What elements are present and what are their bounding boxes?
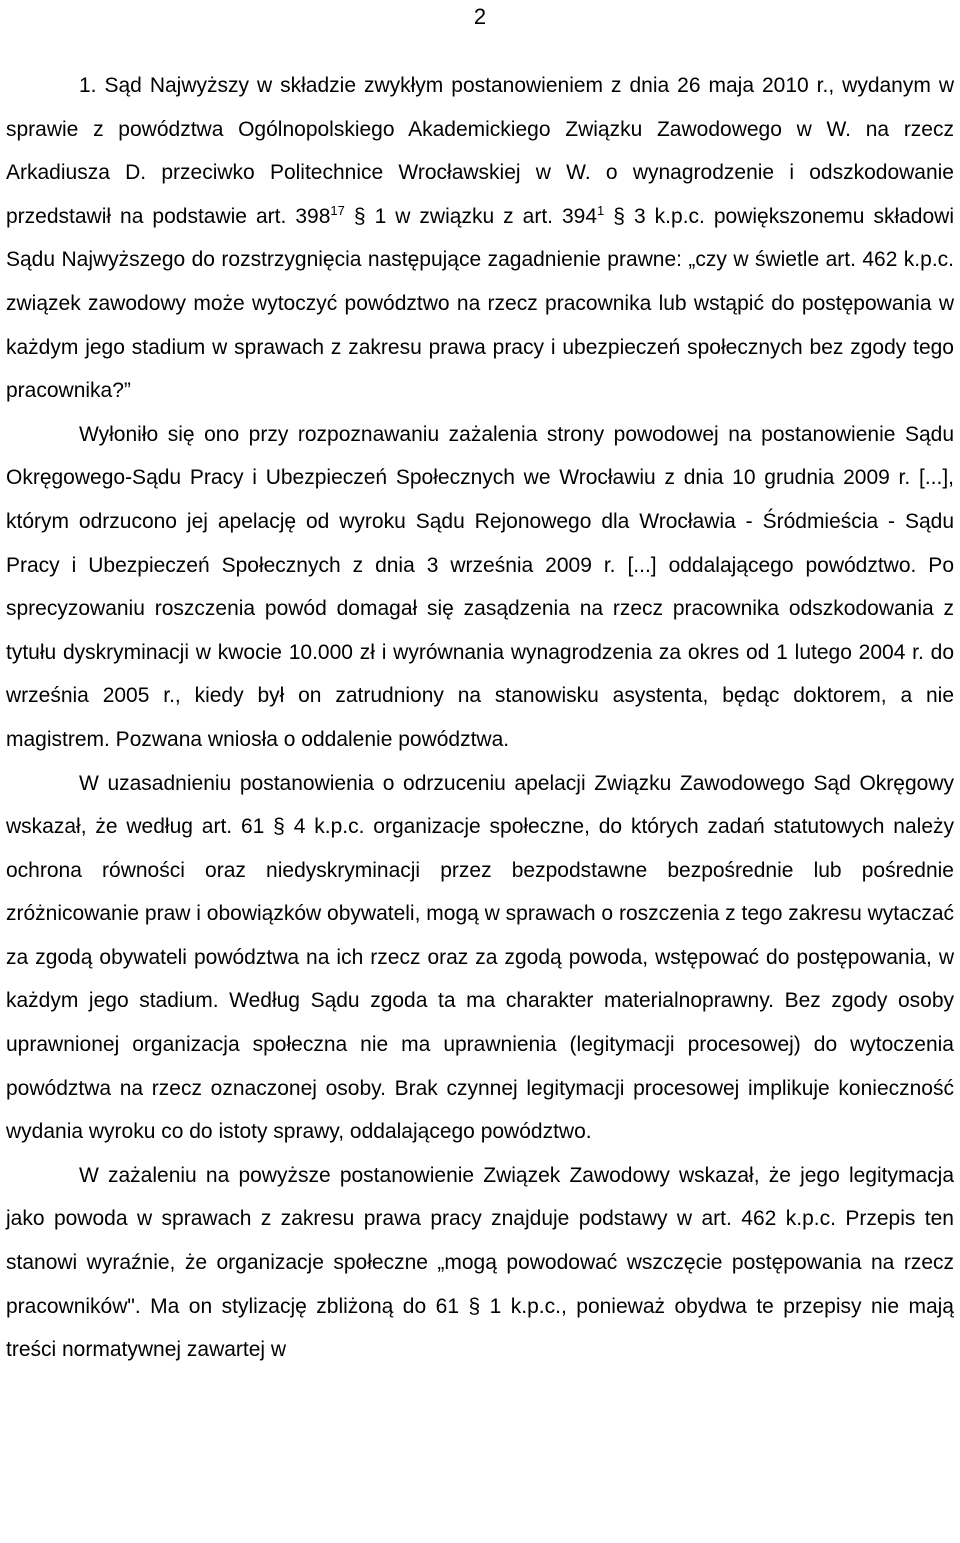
document-body	[6, 64, 954, 1372]
paragraph-1-text-a: 1. Sąd Najwyższy w składzie zwykłym postanowieniem z dnia 26 maja 2010 r., wydanym w sprawie z powództwa Ogólnopolskiego Akademickiego Związku Zawodowego w W. na rzecz Arkadiusza D. przeciwko Politechnice Wrocławskiej w W. o wynagrodzenie i odszkodowanie przedstawił na podstawie art. 398	[6, 74, 954, 228]
paragraph-4: W zażaleniu na powyższe postanowienie Związek Zawodowy wskazał, że jego legitymacja jako powoda w sprawach z zakresu prawa pracy znajduje podstawy w art. 462 k.p.c. Przepis ten stanowi wyraźnie, że organizacje społeczne „mogą powodować wszczęcie postępowania na rzecz pracowników". Ma on stylizację zbliżoną do 61 § 1 k.p.c., ponieważ obydwa te przepisy nie mają treści normatywnej zawartej w	[6, 1163, 954, 1362]
paragraph-1-text-c: § 3 k.p.c. powiększonemu składowi Sądu Najwyższego do rozstrzygnięcia następujące zagadnienie prawne: „czy w świetle art. 462 k.p.c. związek zawodowy może wytoczyć powództwo na rzecz pracownika lub wstąpić do postępowania w każdym jego stadium w sprawach z zakresu prawa pracy i ubezpieczeń społecznych bez zgody tego pracownika?”	[6, 204, 954, 403]
paragraph-3: W uzasadnieniu postanowienia o odrzuceniu apelacji Związku Zawodowego Sąd Okręgowy wskazał, że według art. 61 § 4 k.p.c. organizacje społeczne, do których zadań statutowych należy ochrona równości oraz niedyskryminacji przez bezpodstawne bezpośrednie lub pośrednie zróżnicowanie praw i obowiązków obywateli, mogą w sprawach o roszczenia z tego zakresu wytaczać za zgodą obywateli powództwa na ich rzecz oraz za zgodą powoda, wstępować do postępowania, w każdym jego stadium. Według Sądu zgoda ta ma charakter materialnoprawny. Bez zgody osoby uprawnionej organizacja społeczna nie ma uprawnienia (legitymacji procesowej) do wytoczenia powództwa na rzecz oznaczonej osoby. Brak czynnej legitymacji procesowej implikuje konieczność wydania wyroku co do istoty sprawy, oddalającego powództwo.	[6, 771, 954, 1144]
paragraph-2: Wyłoniło się ono przy rozpoznawaniu zażalenia strony powodowej na postanowienie Sądu Okręgowego-Sądu Pracy i Ubezpieczeń Społecznych we Wrocławiu z dnia 10 grudnia 2009 r. [...], którym odrzucono jej apelację od wyroku Sądu Rejonowego dla Wrocławia - Śródmieścia - Sądu Pracy i Ubezpieczeń Społecznych z dnia 3 września 2009 r. [...] oddalającego powództwo. Po sprecyzowaniu roszczenia powód domagał się zasądzenia na rzecz pracownika odszkodowania z tytułu dyskryminacji w kwocie 10.000 zł i wyrównania wynagrodzenia za okres od 1 lutego 2004 r. do września 2005 r., kiedy był on zatrudniony na stanowisku asystenta, będąc doktorem, a nie magistrem. Pozwana wniosła o oddalenie powództwa.	[6, 422, 954, 751]
paragraph-1	[6, 64, 954, 413]
page-number: 2	[473, 4, 487, 29]
superscript-17: 17	[330, 202, 345, 218]
paragraph-1-text-b: § 1 w związku z art. 394	[344, 204, 598, 228]
superscript-1: 1	[597, 202, 605, 218]
